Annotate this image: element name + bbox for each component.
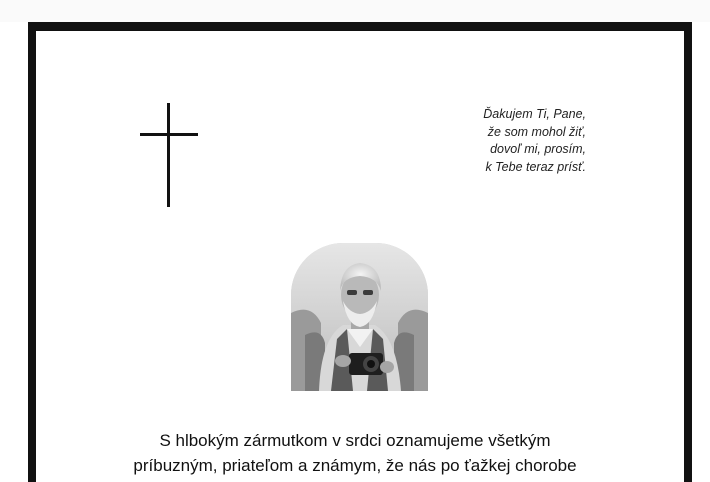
prayer-line: že som mohol žiť, [487, 124, 586, 139]
prayer-verse [426, 106, 586, 176]
prayer-line: Ďakujem Ti, Pane, [483, 107, 586, 121]
announcement-line-1: S hlbokým zármutkom v srdci oznamujeme všetkým [159, 431, 551, 450]
death-announcement-text [0, 428, 710, 478]
cross-horizontal-bar [140, 133, 198, 136]
prayer-line: k Tebe teraz prísť. [485, 159, 586, 174]
portrait-photo-image [291, 243, 428, 391]
portrait-photo [291, 243, 428, 391]
cross-icon [140, 103, 198, 207]
prayer-line: dovoľ mi, prosím, [490, 142, 586, 156]
announcement-line-2: príbuzným, priateľom a známym, že nás po ťažkej chorobe [133, 456, 577, 475]
page-top-margin [0, 0, 710, 22]
cross-vertical-bar [167, 103, 170, 207]
